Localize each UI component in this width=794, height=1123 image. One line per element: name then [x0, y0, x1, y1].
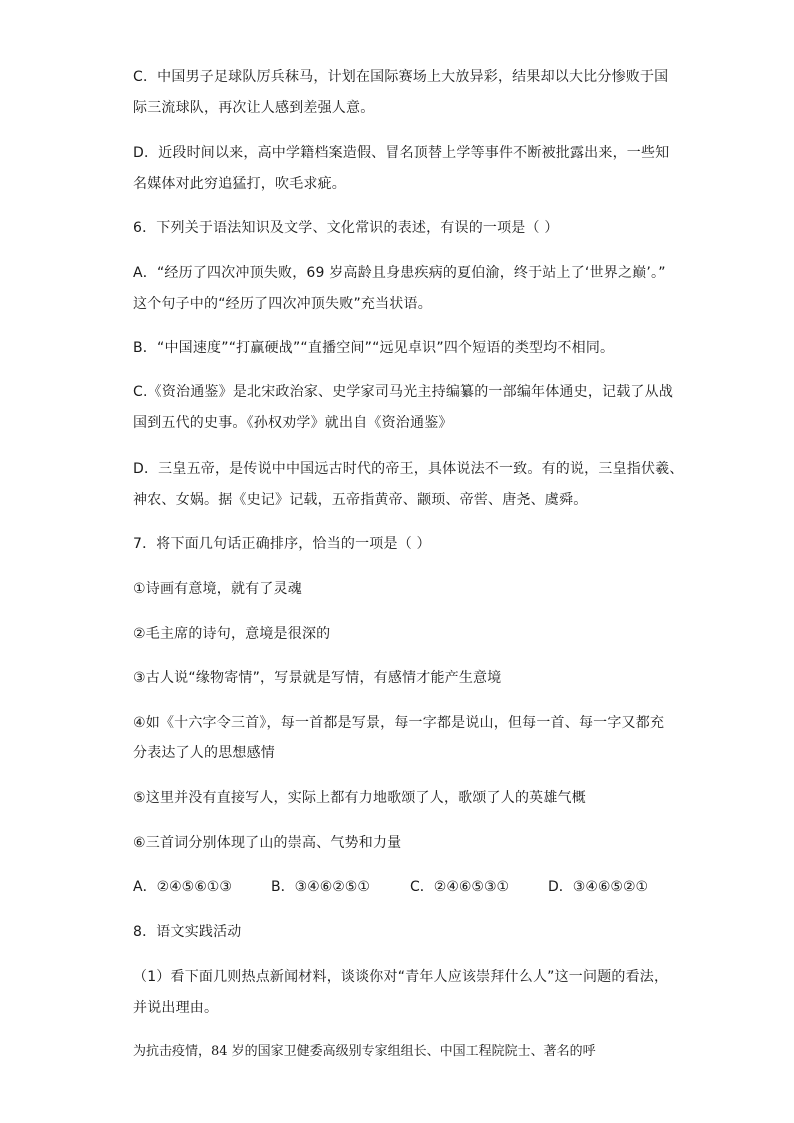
question-5-option-d-line-2: 名媒体对此穷追猛打，吹毛求疵。: [133, 176, 346, 192]
sentence-4-line-1: ④如《十六字令三首》，每一首都是写景，每一字都是说山，但每一首、每一字又都充: [133, 715, 665, 731]
question-7-option-b: B．③④⑥②⑤①: [271, 879, 370, 895]
sentence-5: ⑤这里并没有直接写人，实际上都有力地歌颂了人，歌颂了人的英雄气概: [133, 790, 586, 806]
question-7-option-c: C．②④⑥⑤③①: [410, 879, 510, 895]
sentence-1: ①诗画有意境，就有了灵魂: [133, 581, 302, 597]
question-5-option-c-line-2: 际三流球队，再次让人感到差强人意。: [133, 100, 375, 116]
question-5-option-d-line-1: D．近段时间以来，高中学籍档案造假、冒名顶替上学等事件不断被批露出来，一些知: [133, 145, 670, 161]
sentence-3: ③古人说“缘物寄情”，写景就是写情，有感情才能产生意境: [133, 670, 502, 686]
sentence-4-line-2: 分表达了人的思想感情: [133, 745, 275, 761]
question-6-stem: 6．下列关于语法知识及文学、文化常识的表述，有误的一项是（ ）: [133, 220, 559, 236]
question-8-part-1-line-2: 并说出理由。: [133, 1000, 219, 1016]
question-8-heading: 8．语文实践活动: [133, 924, 242, 940]
question-7-option-d: D．③④⑥⑤②①: [548, 879, 649, 895]
question-6-option-c-line-2: 国到五代的史事。《孙权劝学》就出自《资治通鉴》: [133, 415, 453, 431]
question-6-option-b: B．“中国速度”“打赢硬战”“直播空间”“远见卓识”四个短语的类型均不相同。: [133, 340, 615, 356]
question-8-part-1-line-1: （1）看下面几则热点新闻材料，谈谈你对“青年人应该崇拜什么人”这一问题的看法，: [133, 969, 669, 985]
question-6-option-a-line-2: 这个句子中的“经历了四次冲顶失败”充当状语。: [133, 296, 432, 312]
question-5-option-c-line-1: C．中国男子足球队厉兵秣马，计划在国际赛场上大放异彩，结果却以大比分惨败于国: [133, 69, 669, 85]
question-6-option-c-line-1: C.《资治通鉴》是北宋政治家、史学家司马光主持编纂的一部编年体通史，记载了从战: [133, 384, 674, 400]
question-6-option-a-line-1: A．“经历了四次冲顶失败，69 岁高龄且身患疾病的夏伯渝，终于站上了‘世界之巅’。”: [133, 265, 666, 281]
question-7-option-a: A．②④⑤⑥①③: [133, 879, 232, 895]
sentence-6: ⑥三首词分别体现了山的崇高、气势和力量: [133, 835, 402, 851]
question-7-stem: 7．将下面几句话正确排序，恰当的一项是（ ）: [133, 536, 431, 552]
news-material-line: 为抗击疫情，84 岁的国家卫健委高级别专家组组长、中国工程院院士、著名的呼: [133, 1044, 596, 1059]
sentence-2: ②毛主席的诗句，意境是很深的: [133, 626, 331, 642]
question-6-option-d-line-1: D．三皇五帝，是传说中中国远古时代的帝王，具体说法不一致。有的说，三皇指伏羲、: [133, 461, 684, 477]
question-6-option-d-line-2: 神农、女娲。据《史记》记载，五帝指黄帝、颛顼、帝喾、唐尧、虞舜。: [133, 492, 588, 508]
